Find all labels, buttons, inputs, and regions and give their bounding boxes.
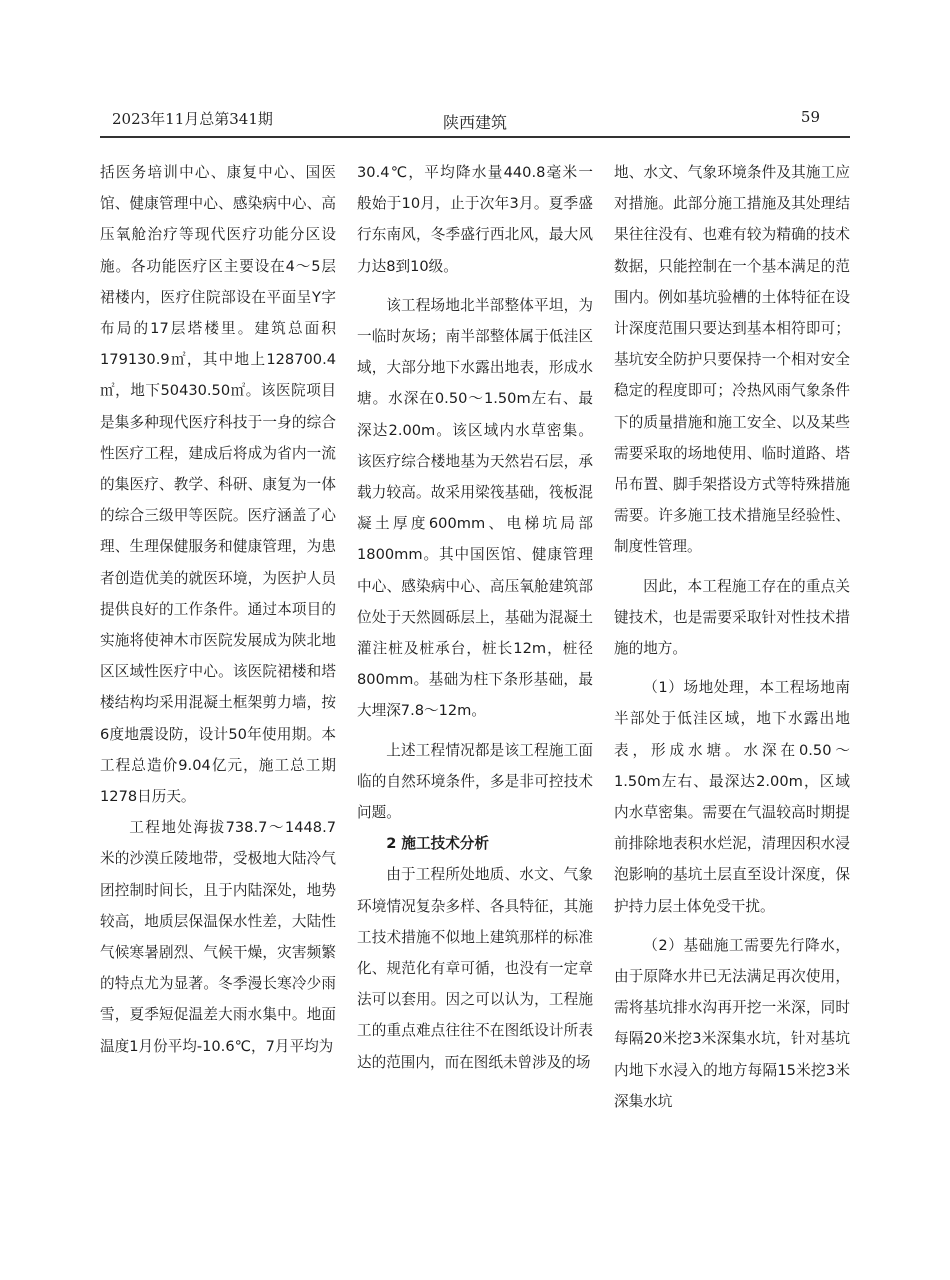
paragraph: （1）场地处理，本工程场地南半部处于低洼区域，地下水露出地表，形成水塘。水深在0.50～1.50m左右、最深达2.00m，区域内水草密集。需要在气温较高时期提前排除地表积水烂泥，清理因积水浸泡影响的基坑土层直至设计深度，保护持力层土体免受干扰。: [614, 679, 850, 915]
page-number: 59: [800, 108, 820, 126]
text-column-2: [357, 157, 593, 1078]
paragraph: 因此，本工程施工存在的重点关键技术，也是需要采取针对性技术措施的地方。: [614, 577, 850, 658]
text-column-3: [614, 157, 850, 1117]
text-column-1: [100, 157, 336, 1062]
issue-label: 2023年11月总第341期: [112, 110, 273, 128]
section-heading: 2 施工技术分析: [386, 835, 489, 853]
paragraph: 30.4℃，平均降水量440.8毫米一般始于10月，止于次年3月。夏季盛行东南风，冬季盛行西北风，最大风力达8到10级。: [357, 164, 593, 275]
paragraph: （2）基础施工需要先行降水，由于原降水井已无法满足再次使用，需将基坑排水沟再开挖一米深，同时每隔20米挖3米深集水坑，针对基坑内地下水浸入的地方每隔15米挖3米深集水坑: [614, 936, 850, 1110]
paragraph: 上述工程情况都是该工程施工面临的自然环境条件，多是非可控技术问题。: [357, 741, 593, 822]
paragraph: 工程地处海拔738.7～1448.7米的沙漠丘陵地带，受极地大陆冷气团控制时间长，且于内陆深处，地势较高，地质层保温保水性差，大陆性气候寒暑剧烈、气候干燥，灾害频繁的特点尤为显著。冬季漫长寒冷少雨雪，夏季短促温差大雨水集中。地面温度1月份平均-10.6℃，7月平均为: [100, 819, 336, 1055]
journal-title: 陕西建筑: [442, 113, 507, 132]
header-rule: [100, 136, 850, 138]
running-header: [100, 108, 850, 138]
paragraph: 括医务培训中心、康复中心、国医馆、健康管理中心、感染病中心、高压氧舱治疗等现代医疗功能分区设施。各功能医疗区主要设在4～5层裙楼内，医疗住院部设在平面呈Y字布局的17层塔楼里。建筑总面积179130.9㎡，其中地上128700.4㎡，地下50430.50㎡。该医院项目是集多种现代医疗科技于一身的综合性医疗工程，建成后将成为省内一流的集医疗、教学、科研、康复为一体的综合三级甲等医院。医疗涵盖了心理、生理保健服务和健康管理，为患者创造优美的就医环境，为医护人员提供良好的工作条件。通过本项目的实施将使神木市医院发展成为陕北地区区域性医疗中心。该医院裙楼和塔楼结构均采用混凝土框架剪力墙，按6度地震设防，设计50年使用期。本工程总造价9.04亿元，施工总工期1278日历天。: [100, 164, 336, 806]
paragraph: 由于工程所处地质、水文、气象环境情况复杂多样、各具特征，其施工技术措施不似地上建筑那样的标准化、规范化有章可循，也没有一定章法可以套用。因之可以认为，工程施工的重点难点往往不在图纸设计所表达的范围内，而在图纸未曾涉及的场: [357, 866, 593, 1071]
paragraph: 该工程场地北半部整体平坦，为一临时灰场；南半部整体属于低洼区域，大部分地下水露出地表，形成水塘。水深在0.50～1.50m左右、最深达2.00m。该区域内水草密集。该医疗综合楼地基为天然岩石层，承载力较高。故采用梁筏基础，筏板混凝土厚度600mm、电梯坑局部1800mm。其中国医馆、健康管理中心、感染病中心、高压氧舱建筑部位处于天然圆砾层上，基础为混凝土灌注桩及桩承台，桩长12m，桩径800mm。基础为柱下条形基础，最大埋深7.8～12m。: [357, 296, 593, 720]
paragraph: 地、水文、气象环境条件及其施工应对措施。此部分施工措施及其处理结果往往没有、也难有较为精确的技术数据，只能控制在一个基本满足的范围内。例如基坑验槽的土体特征在设计深度范围只要达到基本相符即可；基坑安全防护只要保持一个相对安全稳定的程度即可；冷热风雨气象条件下的质量措施和施工安全、以及某些需要采取的场地使用、临时道路、塔吊布置、脚手架搭设方式等特殊措施需要。许多施工技术措施呈经验性、制度性管理。: [614, 164, 850, 556]
